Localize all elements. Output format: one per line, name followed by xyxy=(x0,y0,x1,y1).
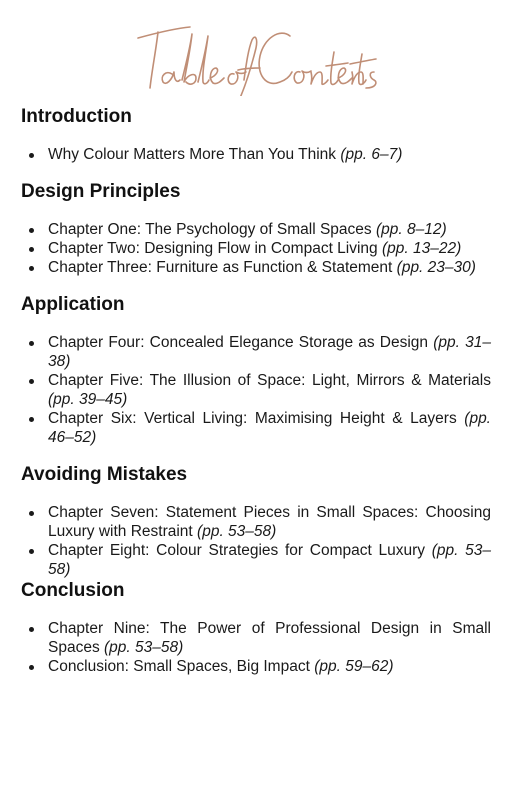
entry-title: Why Colour Matters More Than You Think xyxy=(48,146,337,163)
page-range: (pp. 8–12) xyxy=(375,221,447,238)
entry-list xyxy=(21,619,491,676)
page-range: (pp. 6–7) xyxy=(340,146,403,163)
page-range: (pp. 31–38) xyxy=(48,334,491,370)
toc-section-introduction xyxy=(21,105,491,164)
page-range: (pp. 13–22) xyxy=(382,240,462,257)
table-of-contents xyxy=(21,105,491,676)
toc-section-design-principles xyxy=(21,180,491,277)
entry-title: Chapter Four: Concealed Elegance Storage as Design xyxy=(48,334,429,351)
toc-section-conclusion xyxy=(21,579,491,676)
toc-entry xyxy=(21,503,491,541)
page-range: (pp. 46–52) xyxy=(48,410,491,446)
page-range: (pp. 53–58) xyxy=(48,542,491,578)
toc-entry xyxy=(21,657,491,676)
section-heading: Application xyxy=(21,294,125,315)
entry-title: Chapter Nine: The Power of Professional Design in Small Spaces xyxy=(48,620,491,656)
toc-entry xyxy=(21,619,491,657)
entry-title: Chapter One: The Psychology of Small Spaces xyxy=(48,221,372,238)
toc-entry xyxy=(21,409,491,447)
entry-list xyxy=(21,145,491,164)
page-range: (pp. 59–62) xyxy=(314,658,394,675)
entry-title: Chapter Two: Designing Flow in Compact Living xyxy=(48,240,378,257)
entry-list xyxy=(21,333,491,447)
entry-title: Conclusion: Small Spaces, Big Impact xyxy=(48,658,310,675)
section-heading: Design Principles xyxy=(21,181,181,202)
toc-section-avoiding-mistakes xyxy=(21,463,491,579)
section-heading: Introduction xyxy=(21,106,132,127)
entry-list xyxy=(21,220,491,277)
toc-entry xyxy=(21,258,491,277)
toc-entry xyxy=(21,371,491,409)
toc-entry xyxy=(21,145,491,164)
entry-title: Chapter Three: Furniture as Function & Statement xyxy=(48,259,393,276)
page-range: (pp. 39–45) xyxy=(48,391,128,408)
entry-title: Chapter Six: Vertical Living: Maximising Height & Layers xyxy=(48,410,457,427)
toc-entry xyxy=(21,333,491,371)
entry-title: Chapter Seven: Statement Pieces in Small Spaces: Choosing Luxury with Restraint xyxy=(48,504,491,540)
toc-entry xyxy=(21,239,491,258)
script-title-lettering xyxy=(0,8,512,96)
page-range: (pp. 23–30) xyxy=(396,259,476,276)
page-range: (pp. 53–58) xyxy=(197,523,277,540)
toc-section-application xyxy=(21,293,491,447)
section-heading: Conclusion xyxy=(21,580,125,601)
entry-title: Chapter Five: The Illusion of Space: Light, Mirrors & Materials xyxy=(48,372,491,389)
page-range: (pp. 53–58) xyxy=(104,639,184,656)
entry-list xyxy=(21,503,491,579)
toc-entry xyxy=(21,220,491,239)
section-heading: Avoiding Mistakes xyxy=(21,464,188,485)
toc-entry xyxy=(21,541,491,579)
page-title xyxy=(0,8,512,96)
entry-title: Chapter Eight: Colour Strategies for Compact Luxury xyxy=(48,542,426,559)
